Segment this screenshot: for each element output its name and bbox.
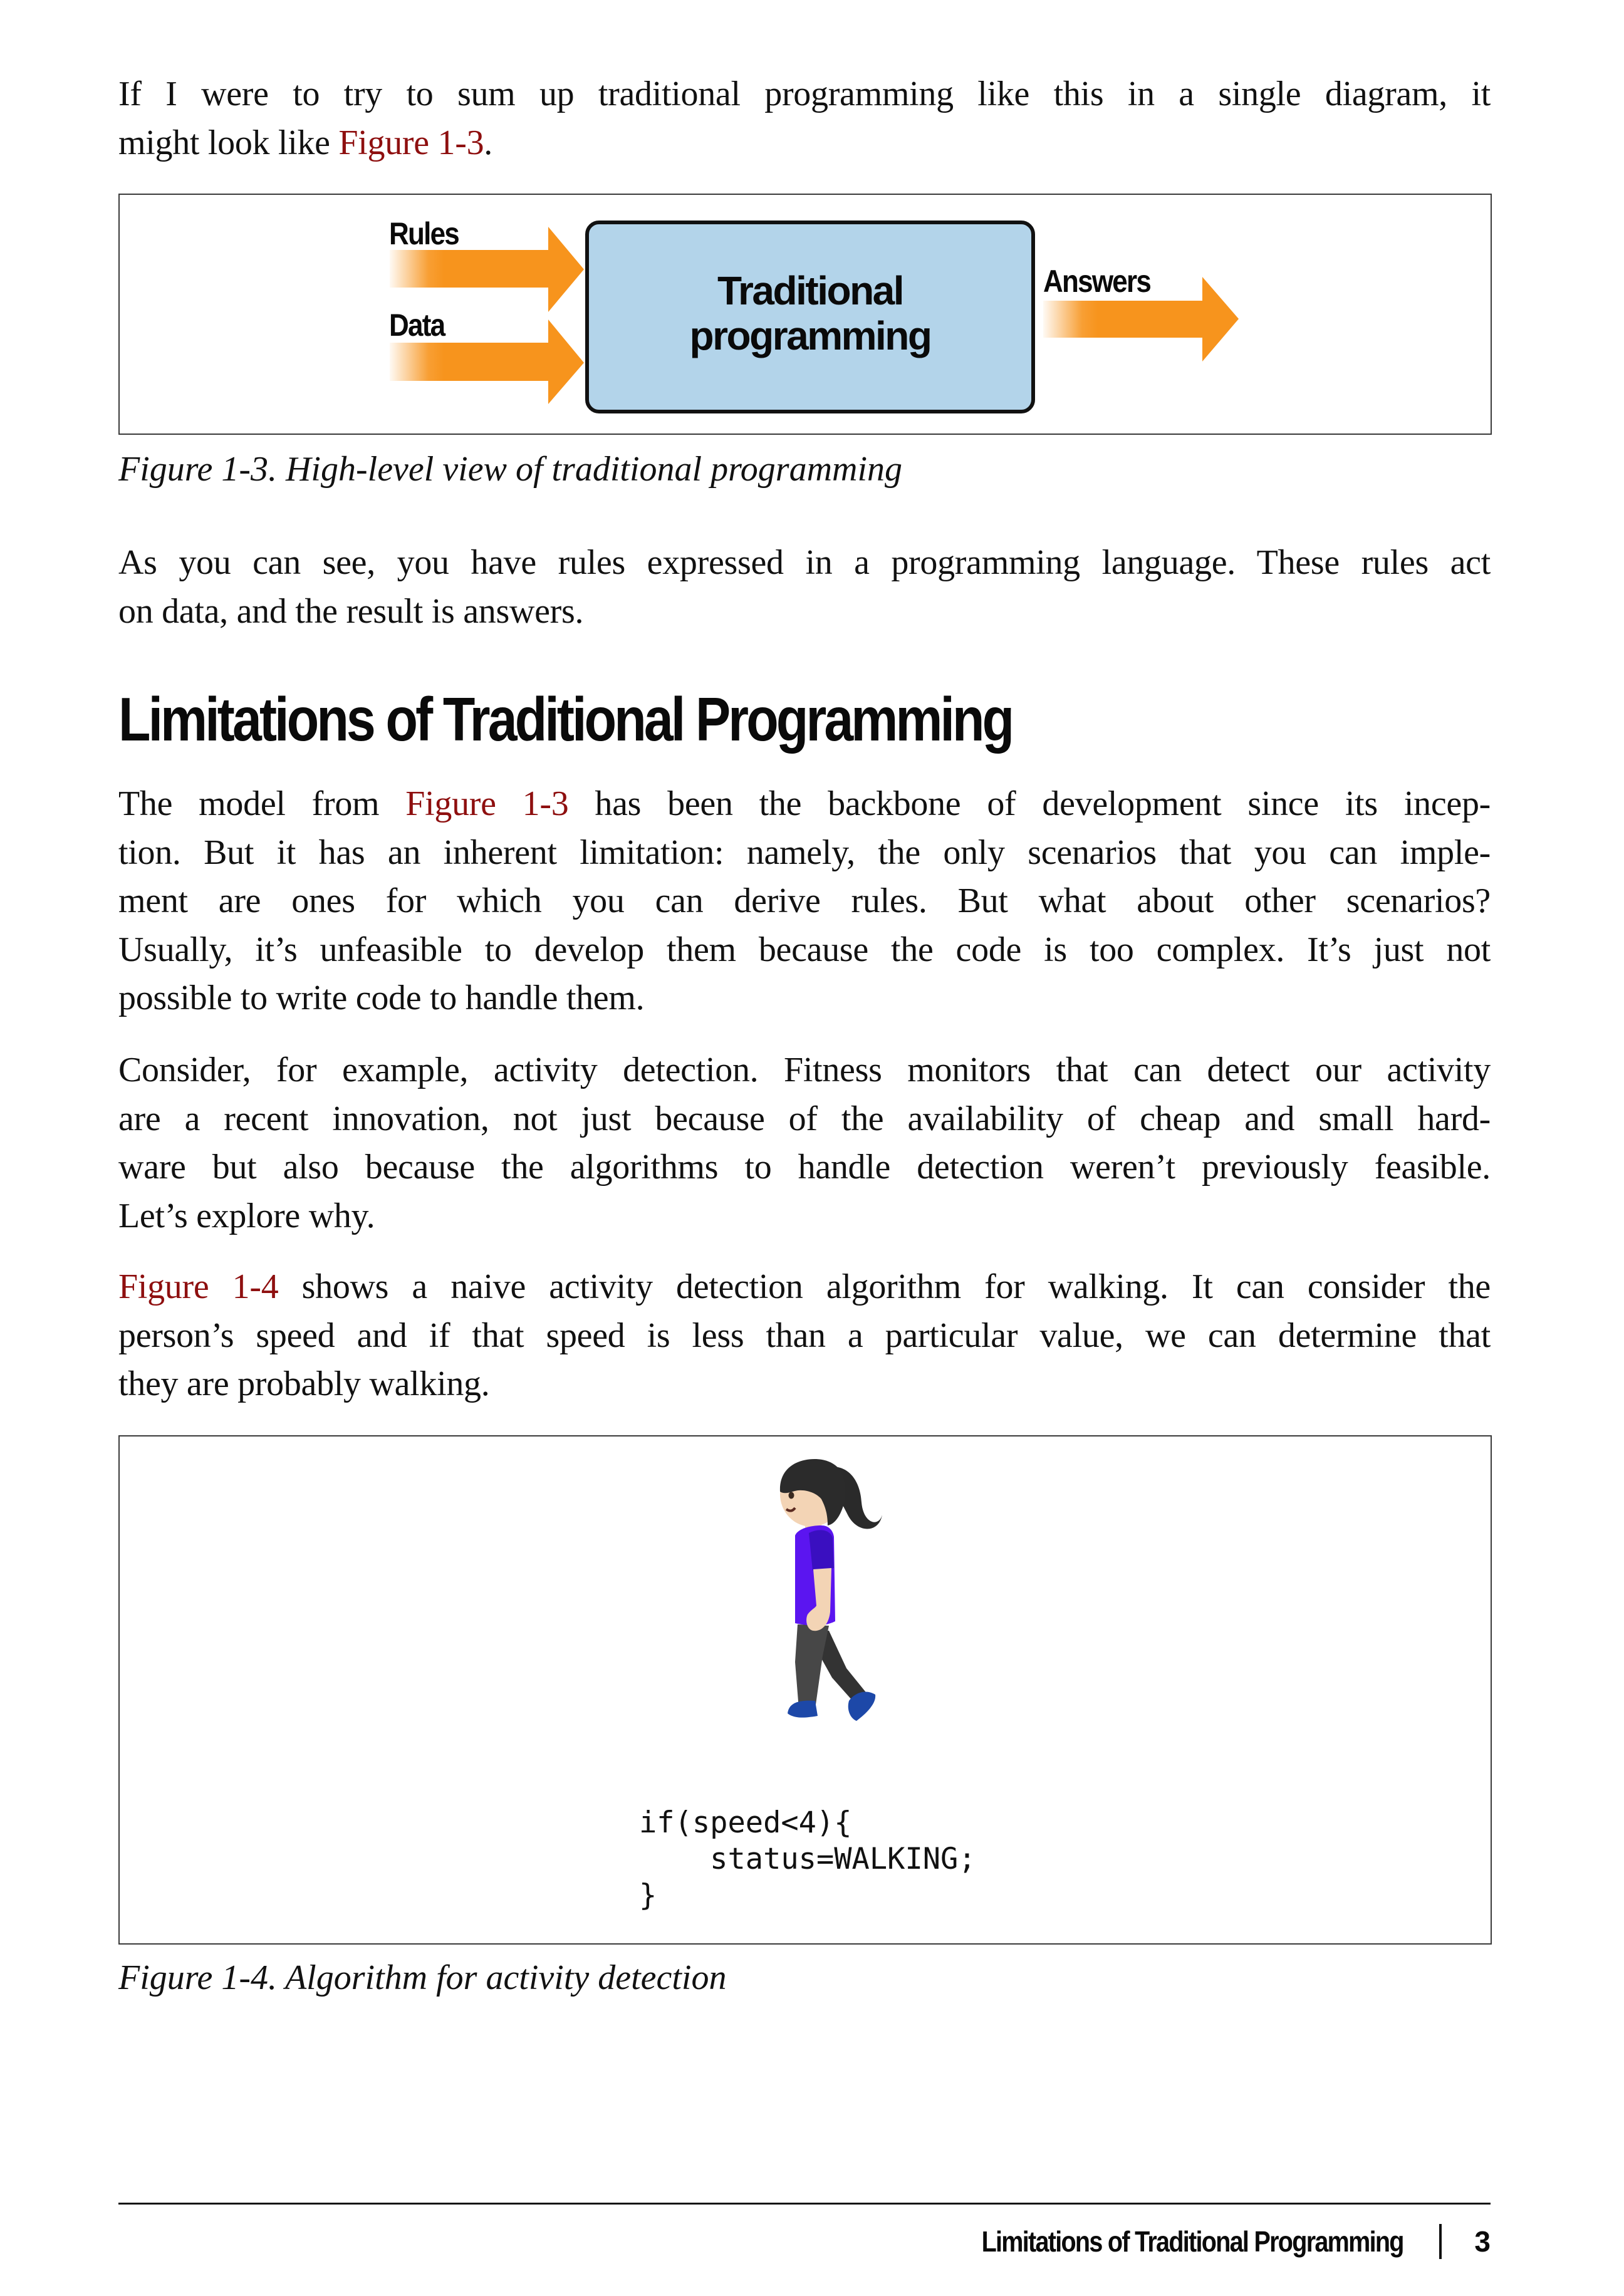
figure-1-4-caption: Figure 1-4. Algorithm for activity detection (118, 1958, 727, 1997)
box-label-line1: Traditional (717, 268, 903, 313)
figure-1-3 (118, 194, 1492, 435)
text-run: shows a naive activity detection algorithm for walking. It can consider the (278, 1267, 1491, 1306)
paragraph-activity (118, 1046, 1491, 1240)
code-line: } (639, 1878, 657, 1913)
text-line (118, 1360, 1491, 1409)
text-run: ware but also because the algorithms to handle detection weren’t previously feasible. (118, 1148, 1491, 1187)
text-run: person’s speed and if that speed is less than a particular value, we can determine that (118, 1316, 1491, 1355)
figure-cross-reference-link[interactable]: Figure 1-3 (405, 784, 569, 823)
traditional-programming-box (585, 221, 1035, 413)
book-page (118, 0, 1491, 2296)
text-line (118, 588, 1491, 636)
code-line: if(speed<4){ (639, 1805, 852, 1840)
text-line (118, 1143, 1491, 1192)
answers-label: Answers (1043, 264, 1151, 299)
paragraph-intro (118, 70, 1491, 167)
code-line: status=WALKING; (639, 1842, 976, 1876)
text-run: on data, and the result is answers. (118, 591, 584, 631)
text-line (118, 926, 1491, 975)
text-run: has been the backbone of development since its incep- (568, 784, 1491, 823)
text-run: . (484, 123, 492, 162)
text-run: tion. But it has an inherent limitation: namely, the only scenarios that you can imple- (118, 833, 1491, 872)
text-line (118, 1192, 1491, 1241)
text-line (118, 1046, 1491, 1095)
section-heading: Limitations of Traditional Programming (118, 685, 1012, 754)
text-run: are a recent innovation, not just because of the availability of cheap and small hard- (118, 1099, 1491, 1138)
text-line (118, 1312, 1491, 1361)
text-run: Consider, for example, activity detection. Fitness monitors that can detect our activity (118, 1051, 1491, 1089)
walking-algorithm-code (639, 1805, 976, 1914)
text-run: Let’s explore why. (118, 1196, 375, 1235)
data-label: Data (389, 308, 445, 343)
text-run: The model from (118, 784, 406, 823)
text-run: If I were to try to sum up traditional programming like this in a single diagram, it (118, 75, 1491, 113)
rules-label: Rules (389, 216, 459, 251)
text-run: ment are ones for which you can derive rules. But what about other scenarios? (118, 881, 1491, 920)
box-label-line2: programming (689, 313, 931, 358)
text-run: Usually, it’s unfeasible to develop them because the code is too complex. It’s just not (118, 930, 1491, 969)
text-line (118, 539, 1491, 588)
text-line (118, 974, 1491, 1023)
text-line (118, 1263, 1491, 1312)
paragraph-summary (118, 539, 1491, 636)
running-title: Limitations of Traditional Programming (981, 2225, 1403, 2258)
figure-1-4 (118, 1435, 1492, 1945)
figure-cross-reference-link[interactable]: Figure 1-3 (338, 123, 484, 162)
woman-walking-icon (754, 1455, 892, 1743)
text-line (118, 829, 1491, 878)
text-line (118, 70, 1491, 119)
figure-1-3-caption: Figure 1-3. High-level view of traditional programming (118, 450, 903, 489)
text-line (118, 1095, 1491, 1144)
footer-divider (118, 2203, 1491, 2205)
text-run: might look like (118, 123, 339, 162)
text-line (118, 877, 1491, 926)
text-run: they are probably walking. (118, 1364, 490, 1403)
text-line (118, 119, 1491, 168)
paragraph-limitation (118, 780, 1491, 1023)
text-line (118, 780, 1491, 829)
page-footer (913, 2221, 1491, 2262)
footer-separator (1439, 2224, 1442, 2259)
paragraph-walking (118, 1263, 1491, 1409)
text-run: possible to write code to handle them. (118, 979, 645, 1017)
text-run: As you can see, you have rules expressed in a programming language. These rules act (118, 543, 1491, 582)
page-number: 3 (1474, 2225, 1491, 2258)
figure-cross-reference-link[interactable]: Figure 1-4 (118, 1267, 279, 1306)
